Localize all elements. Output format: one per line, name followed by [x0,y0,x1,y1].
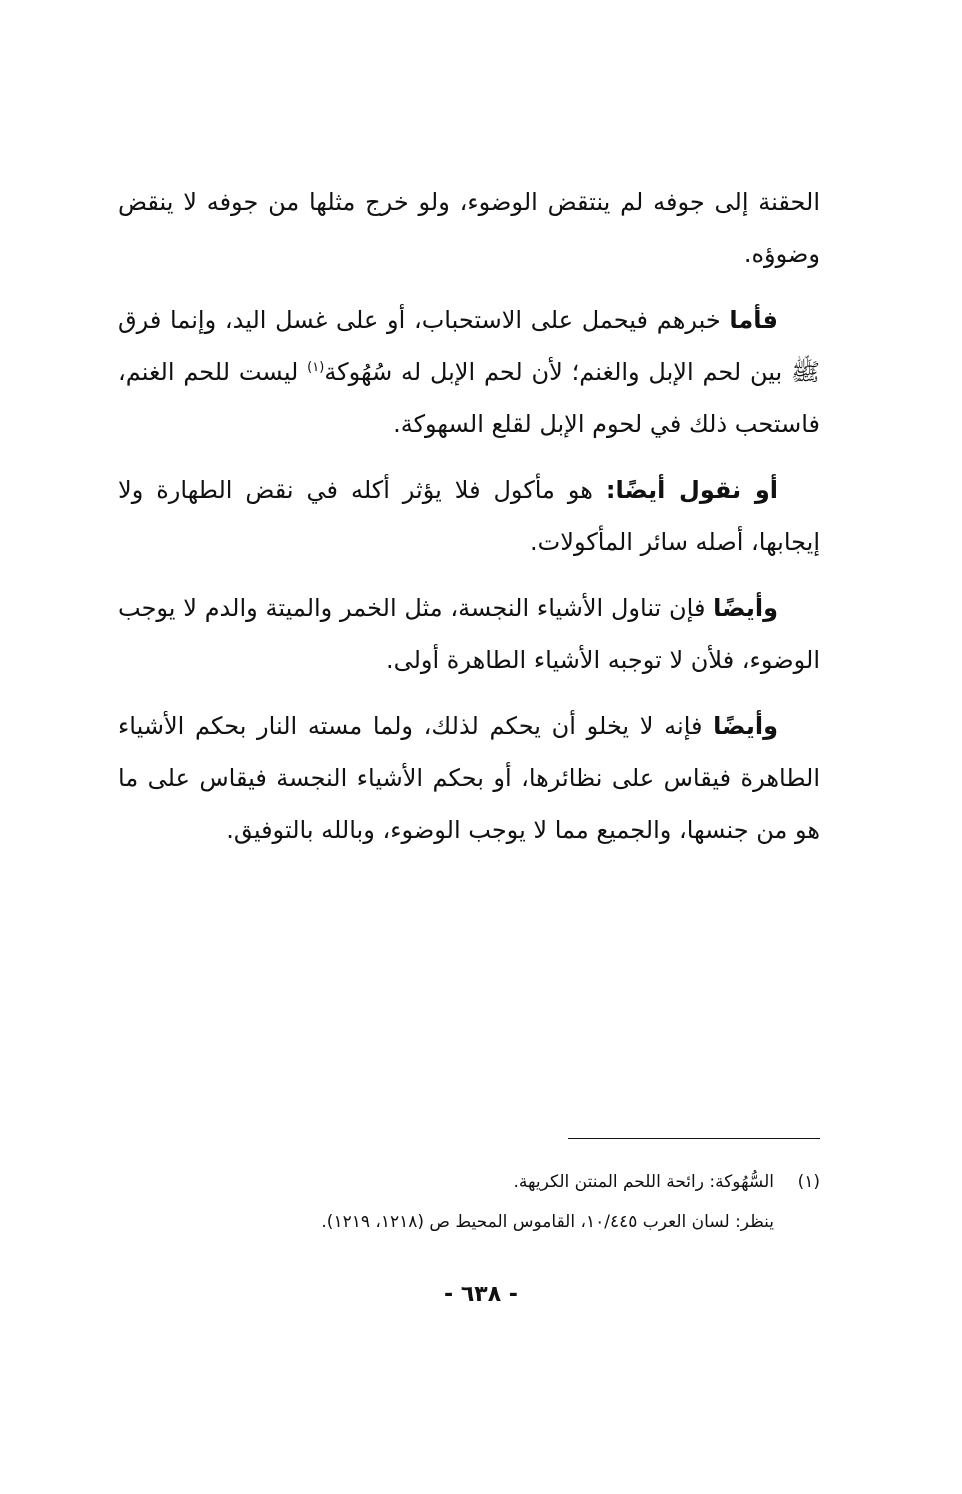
footnote-line-2 [118,1202,820,1242]
footnote-reference[interactable]: (١) [307,360,325,375]
paragraph-1-text: الحقنة إلى جوفه لم ينتقض الوضوء، ولو خرج مثلها من جوفه لا ينقض وضوؤه. [118,188,820,268]
paragraph-2-text: خبرهم فيحمل على الاستحباب، أو على غسل اليد، وإنما فرق ﷺ بين لحم الإبل والغنم؛ لأن لحم الإبل له سُهُوكة [118,306,820,386]
paragraph-3-text: هو مأكول فلا يؤثر أكله في نقض الطهارة ولا إيجابها، أصله سائر المأكولات. [118,476,820,556]
footnotes [118,1162,820,1242]
paragraph-3-lead: أو نقول أيضًا: [605,476,778,504]
page-number: - ٦٣٨ - [444,1282,518,1307]
paragraph-5-lead: وأيضًا [713,712,778,740]
footnote-text-2: ينظر: لسان العرب ١٠/٤٤٥، القاموس المحيط ص (١٢١٨، ١٢١٩). [321,1212,774,1232]
footnote-line-1 [118,1162,820,1202]
paragraph-3 [118,464,820,568]
footnote-marker: (١) [797,1172,820,1192]
main-text [118,176,820,870]
paragraph-5 [118,700,820,856]
paragraph-2 [118,294,820,450]
paragraph-4 [118,582,820,686]
paragraph-4-text: فإن تناول الأشياء النجسة، مثل الخمر والميتة والدم لا يوجب الوضوء، فلأن لا توجبه الأشياء الطاهرة أولى. [118,594,820,674]
paragraph-1 [118,176,820,280]
footnote-separator [568,1138,820,1139]
paragraph-5-text: فإنه لا يخلو أن يحكم لذلك، ولما مسته النار بحكم الأشياء الطاهرة فيقاس على نظائرها، أو بحكم الأشياء النجسة فيقاس على ما هو من جنسها، والجميع مما لا يوجب الوضوء، وبالله بالتوفيق. [118,712,820,844]
footnote-text-1: السُّهُوكة: رائحة اللحم المنتن الكريهة. [513,1172,774,1192]
paragraph-2-lead: فأما [729,306,778,334]
paragraph-2-text-after: ليست للحم الغنم، فاستحب ذلك في لحوم الإبل لقلع السهوكة. [118,358,820,438]
paragraph-4-lead: وأيضًا [713,594,778,622]
